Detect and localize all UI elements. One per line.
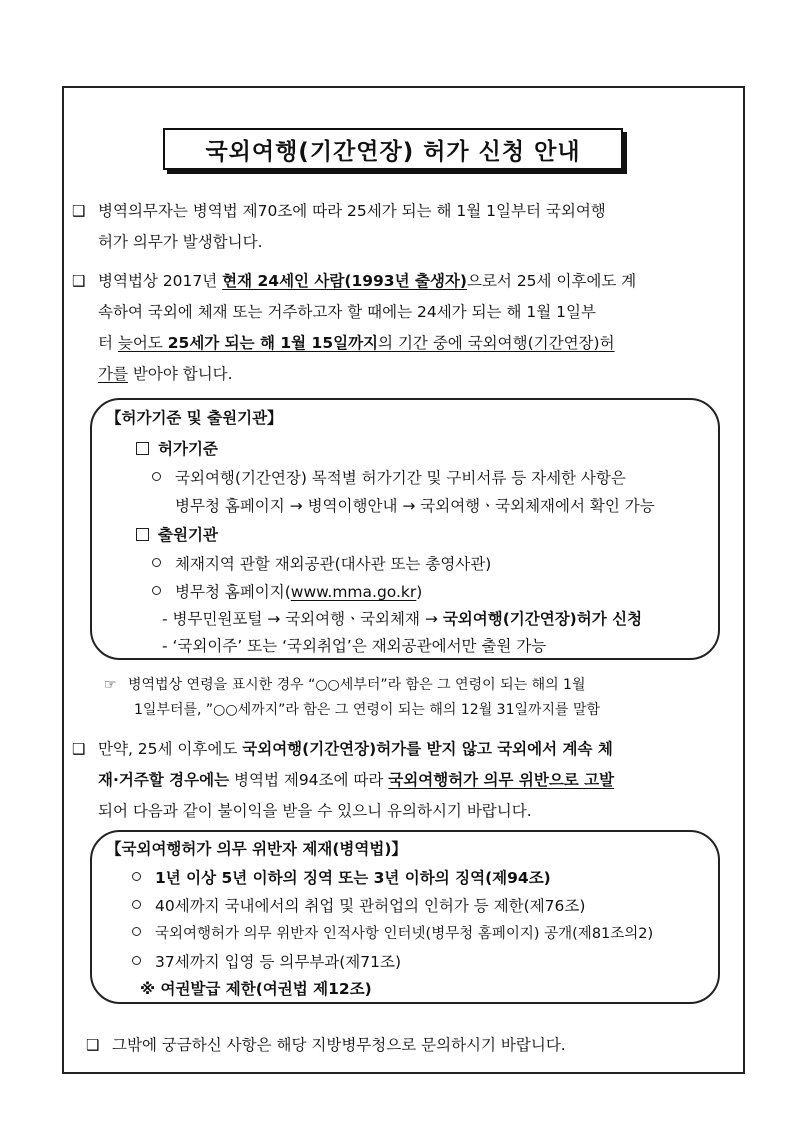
paragraph-4 xyxy=(72,1030,732,1061)
checkbox-bullet-icon: ❑ xyxy=(72,740,86,758)
title-text: 국외여행(기간연장) 허가 신청 안내 xyxy=(205,138,581,165)
mma-website-link[interactable]: www.mma.go.kr xyxy=(290,583,417,601)
office-item-embassy: 체재지역 관할 재외공관(대사관 또는 총영사관) xyxy=(152,552,491,574)
passport-restriction-item: ※ 여권발급 제한(여권법 제12조) xyxy=(140,980,372,998)
office-item-website: 병무청 홈페이지(www.mma.go.kr) xyxy=(152,580,422,602)
checkbox-bullet-icon: ❑ xyxy=(86,1036,100,1054)
checkbox-bullet-icon: ❑ xyxy=(72,202,86,220)
p2-line3: 터 늦어도 25세가 되는 해 1월 15일까지의 기간 중에 국외여행(기간연장)허 xyxy=(98,334,615,352)
paragraph-1 xyxy=(72,196,732,258)
box2-title: 【국외여행허가 의무 위반자 제재(병역법)】 xyxy=(106,840,407,858)
criteria-item: 국외여행(기간연장) 목적별 허가기간 및 구비서류 등 자세한 사항은 xyxy=(152,466,626,488)
note-line1: 병역법상 연령을 표시한 경우 “○○세부터”라 함은 그 연령이 되는 해의 1월 xyxy=(128,677,586,693)
p1-line1: 병역의무자는 병역법 제70조에 따라 25세가 되는 해 1월 1일부터 국외여행 xyxy=(98,202,606,220)
box1-title: 【허가기준 및 출원기관】 xyxy=(106,409,283,427)
note-line2: 1일부터를, ”○○세까지”라 함은 그 연령이 되는 해의 12월 31일까지를 말함 xyxy=(134,702,601,718)
square-bullet-icon xyxy=(136,442,149,455)
circle-bullet-icon xyxy=(152,558,161,567)
circle-bullet-icon xyxy=(132,872,141,881)
document-title xyxy=(163,128,623,170)
p2-line1: 병역법상 2017년 현재 24세인 사람(1993년 출생자)으로서 25세 이후에도 계 xyxy=(98,272,637,290)
p2-line2: 속하여 국외에 체재 또는 거주하고자 할 때에는 24세가 되는 해 1월 1일부 xyxy=(98,303,596,321)
circle-bullet-icon xyxy=(152,586,161,595)
p2-line4: 가를 받아야 합니다. xyxy=(98,365,233,383)
p3-line2: 재·거주할 경우에는 병역법 제94조에 따라 국외여행허가 의무 위반으로 고발 xyxy=(98,771,615,789)
paragraph-3 xyxy=(72,734,732,827)
square-bullet-icon xyxy=(136,528,149,541)
circle-bullet-icon xyxy=(152,472,161,481)
circle-bullet-icon xyxy=(132,927,141,936)
age-definition-note xyxy=(104,673,724,723)
circle-bullet-icon xyxy=(132,900,141,909)
permit-criteria-box xyxy=(90,398,720,660)
paragraph-2 xyxy=(72,266,732,390)
p1-line2: 허가 의무가 발생합니다. xyxy=(98,233,263,251)
sanction-item: 1년 이상 5년 이하의 징역 또는 3년 이하의 징역(제94조) xyxy=(132,866,551,888)
office-heading: 출원기관 xyxy=(136,523,218,545)
sanction-item: 37세까지 입영 등 의무부과(제71조) xyxy=(132,950,401,972)
pointing-hand-icon: ☞ xyxy=(104,677,117,693)
p2-highlight-age: 현재 24세인 사람(1993년 출생자) xyxy=(222,272,467,290)
p4-text: 그밖에 궁금하신 사항은 해당 지방병무청으로 문의하시기 바랍니다. xyxy=(112,1036,566,1054)
p3-highlight-violation: 국외여행허가 의무 위반으로 고발 xyxy=(388,771,615,789)
p3-line1: 만약, 25세 이후에도 국외여행(기간연장)허가를 받지 않고 국외에서 계속 체 xyxy=(98,740,613,758)
office-subitem-portal: - 병무민원포털 → 국외여행ㆍ국외체재 → 국외여행(기간연장)허가 신청 xyxy=(162,610,643,628)
sanction-item: 40세까지 국내에서의 취업 및 관허업의 인허가 등 제한(제76조) xyxy=(132,894,585,916)
p2-highlight-deadline: 25세가 되는 해 1월 15일까지 xyxy=(167,334,379,352)
p3-line3: 되어 다음과 같이 불이익을 받을 수 있으니 유의하시기 바랍니다. xyxy=(98,802,532,820)
sanctions-box xyxy=(90,830,720,1004)
criteria-item-line2: 병무청 홈페이지 → 병역이행안내 → 국외여행ㆍ국외체재에서 확인 가능 xyxy=(175,497,655,515)
office-subitem-emigration: - ‘국외이주’ 또는 ‘국외취업’은 재외공관에서만 출원 가능 xyxy=(162,637,547,655)
checkbox-bullet-icon: ❑ xyxy=(72,272,86,290)
criteria-heading: 허가기준 xyxy=(136,437,218,459)
circle-bullet-icon xyxy=(132,956,141,965)
sanction-item: 국외여행허가 의무 위반자 인적사항 인터넷(병무청 홈페이지) 공개(제81조의2) xyxy=(132,922,653,943)
